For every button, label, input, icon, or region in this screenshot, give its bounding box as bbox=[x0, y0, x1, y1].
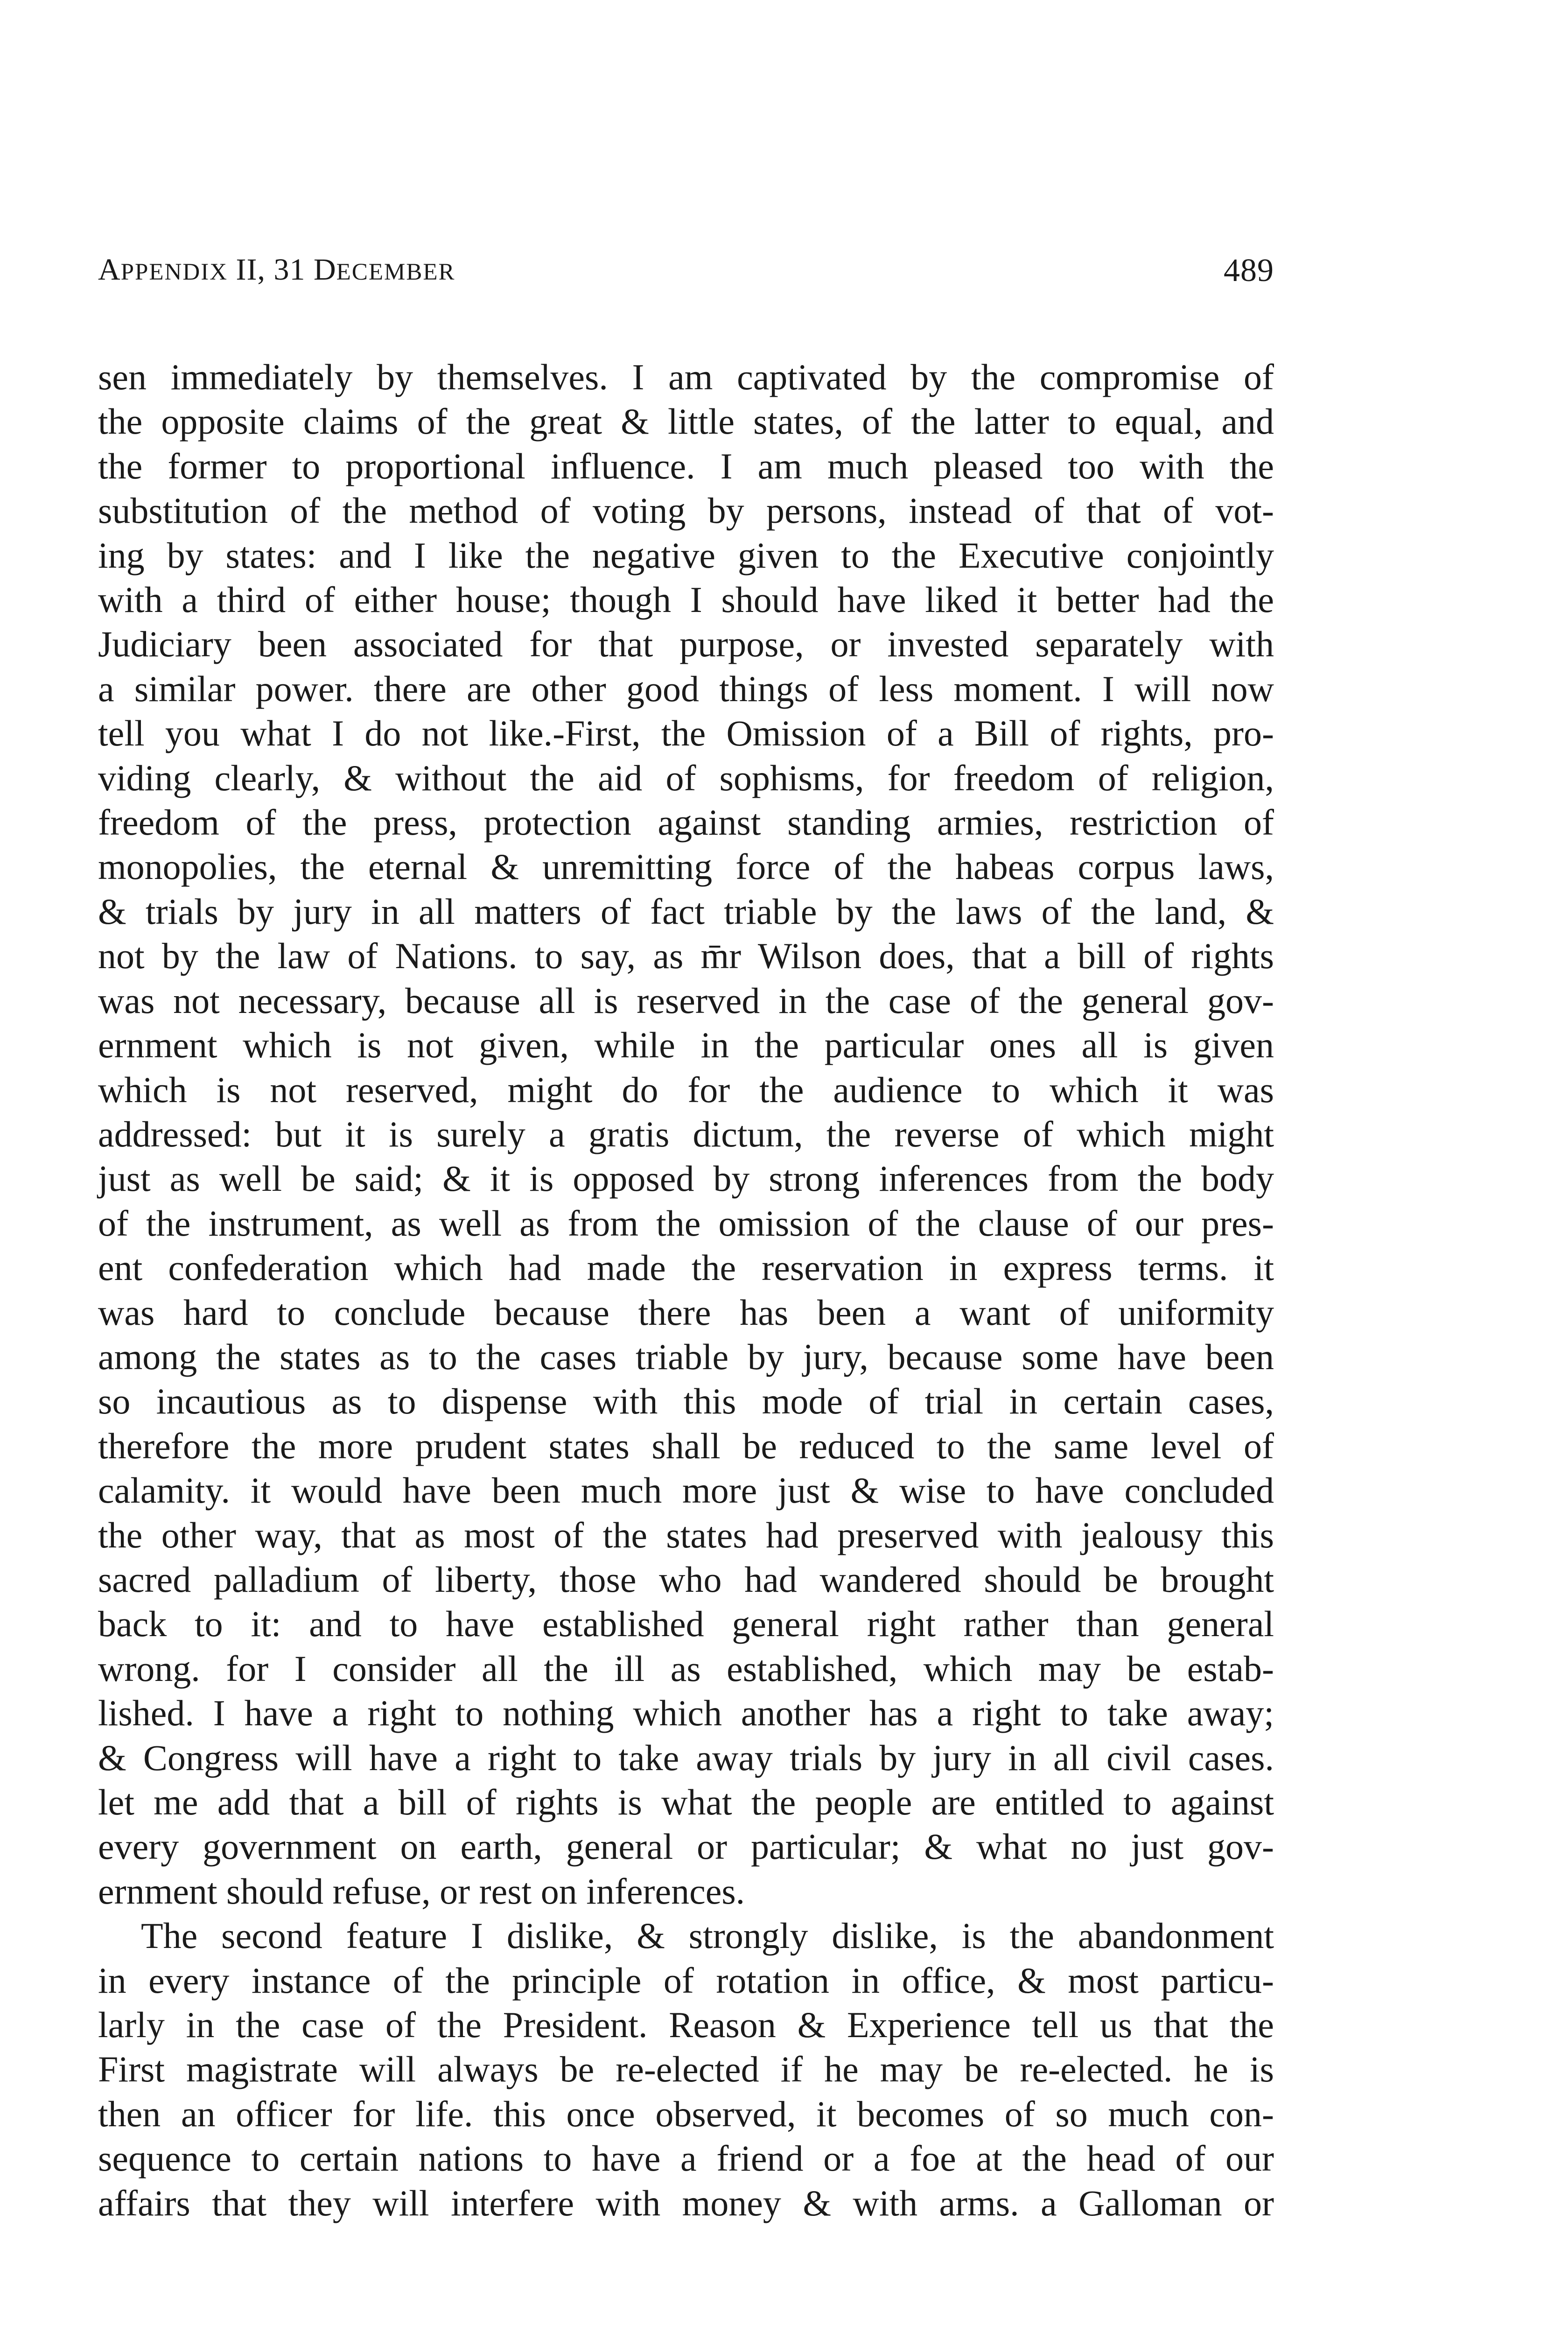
text-line: substitution of the method of voting by persons, instead of that of vot- bbox=[98, 490, 1274, 531]
paragraph bbox=[98, 355, 1274, 1913]
text-line: let me add that a bill of rights is what the people are entitled to against bbox=[98, 1782, 1274, 1822]
text-line: in every instance of the principle of rotation in office, & most particu- bbox=[98, 1960, 1274, 2001]
page-number: 489 bbox=[1224, 253, 1274, 288]
text-line: addressed: but it is surely a gratis dictum, the reverse of which might bbox=[98, 1113, 1274, 1154]
text-line: so incautious as to dispense with this mode of trial in certain cases, bbox=[98, 1381, 1274, 1422]
text-line: ent confederation which had made the reservation in express terms. it bbox=[98, 1247, 1274, 1288]
text-line: with a third of either house; though I should have liked it better had the bbox=[98, 579, 1274, 620]
text-line: sacred palladium of liberty, those who had wandered should be brought bbox=[98, 1559, 1274, 1600]
body-text bbox=[98, 355, 1274, 2225]
text-line: & Congress will have a right to take away trials by jury in all civil cases. bbox=[98, 1737, 1274, 1778]
text-line: lished. I have a right to nothing which another has a right to take away; bbox=[98, 1693, 1274, 1734]
text-line: was hard to conclude because there has been a want of uniformity bbox=[98, 1292, 1274, 1333]
text-line: tell you what I do not like.-First, the Omission of a Bill of rights, pro- bbox=[98, 713, 1274, 754]
text-line: of the instrument, as well as from the omission of the clause of our pres- bbox=[98, 1202, 1274, 1244]
text-line: affairs that they will interfere with money & with arms. a Galloman or bbox=[98, 2182, 1274, 2223]
book-page bbox=[98, 243, 1274, 2225]
text-line: ing by states: and I like the negative given to the Executive conjointly bbox=[98, 534, 1274, 576]
text-line: a similar power. there are other good things of less moment. I will now bbox=[98, 668, 1274, 709]
text-line: freedom of the press, protection against standing armies, restriction of bbox=[98, 802, 1274, 843]
text-line: not by the law of Nations. to say, as m̄r Wilson does, that a bill of rights bbox=[98, 935, 1274, 977]
text-line: just as well be said; & it is opposed by strong inferences from the body bbox=[98, 1158, 1274, 1199]
text-line: which is not reserved, might do for the audience to which it was bbox=[98, 1069, 1274, 1110]
text-line: the former to proportional influence. I am much pleased too with the bbox=[98, 445, 1274, 486]
text-line: was not necessary, because all is reserved in the case of the general gov- bbox=[98, 980, 1274, 1021]
text-line: sen immediately by themselves. I am captivated by the compromise of bbox=[98, 357, 1274, 397]
text-line: calamity. it would have been much more just & wise to have concluded bbox=[98, 1470, 1274, 1511]
text-line: among the states as to the cases triable by jury, because some have been bbox=[98, 1336, 1274, 1377]
running-head bbox=[98, 243, 1274, 294]
running-head-cap-2: D bbox=[314, 253, 336, 287]
text-line: The second feature I dislike, & strongly dislike, is the abandonment bbox=[141, 1915, 1274, 1956]
running-head-smallcaps-1: PPENDIX bbox=[120, 259, 228, 285]
text-line: back to it: and to have established general right rather than general bbox=[98, 1603, 1274, 1645]
running-head-title bbox=[98, 252, 455, 288]
text-line: the opposite claims of the great & little states, of the latter to equal, and bbox=[98, 401, 1274, 442]
text-line: ernment should refuse, or rest on inferences. bbox=[98, 1870, 745, 1912]
text-line: ernment which is not given, while in the particular ones all is given bbox=[98, 1025, 1274, 1066]
text-line: every government on earth, general or particular; & what no just gov- bbox=[98, 1826, 1274, 1867]
text-line: Judiciary been associated for that purpose, or invested separately with bbox=[98, 624, 1274, 665]
text-line: viding clearly, & without the aid of sophisms, for freedom of religion, bbox=[98, 757, 1274, 798]
text-line: sequence to certain nations to have a friend or a foe at the head of our bbox=[98, 2138, 1274, 2179]
running-head-cap-1: A bbox=[98, 253, 121, 287]
running-head-mid: II, 31 bbox=[228, 253, 314, 287]
text-line: the other way, that as most of the states had preserved with jealousy this bbox=[98, 1514, 1274, 1555]
text-line: & trials by jury in all matters of fact triable by the laws of the land, & bbox=[98, 891, 1274, 932]
text-line: therefore the more prudent states shall be reduced to the same level of bbox=[98, 1425, 1274, 1466]
running-head-smallcaps-2: ECEMBER bbox=[336, 259, 455, 285]
text-line: First magistrate will always be re-elected if he may be re-elected. he is bbox=[98, 2049, 1274, 2090]
text-line: wrong. for I consider all the ill as established, which may be estab- bbox=[98, 1648, 1274, 1689]
text-line: larly in the case of the President. Reason & Experience tell us that the bbox=[98, 2004, 1274, 2046]
paragraph bbox=[98, 1913, 1274, 2225]
text-line: monopolies, the eternal & unremitting force of the habeas corpus laws, bbox=[98, 846, 1274, 887]
text-line: then an officer for life. this once observed, it becomes of so much con- bbox=[98, 2093, 1274, 2134]
